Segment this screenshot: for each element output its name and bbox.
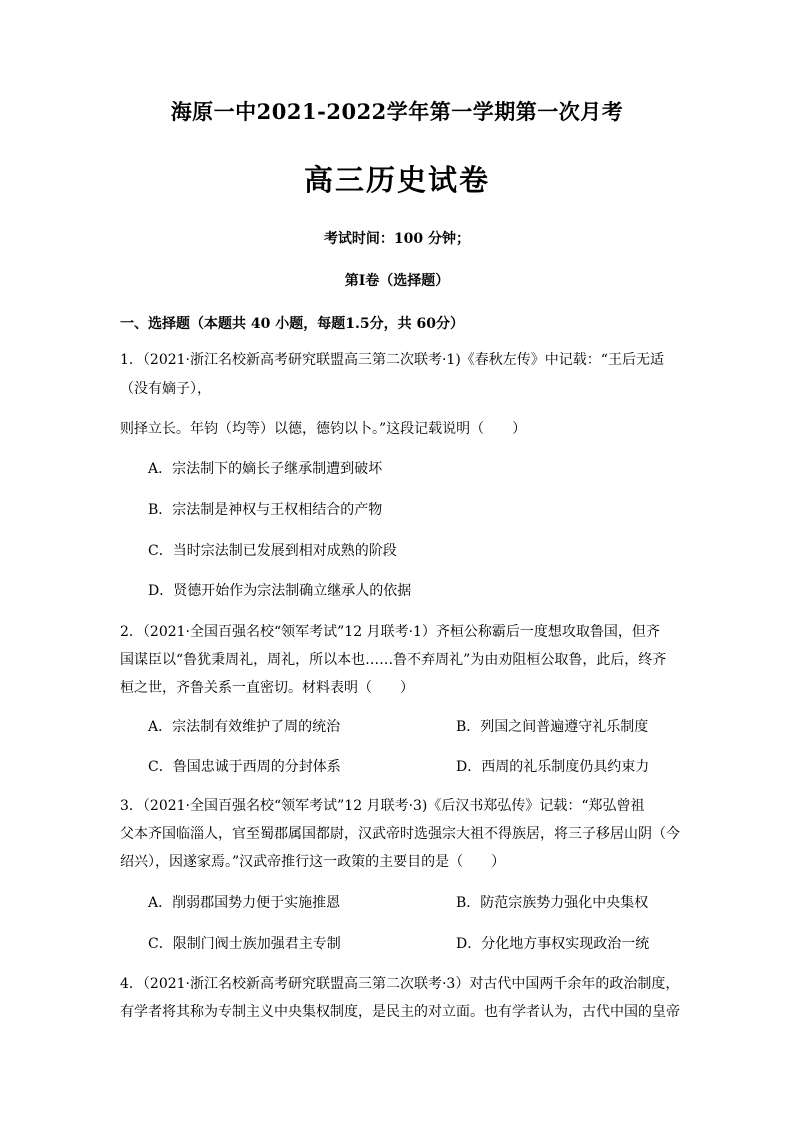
question-1-option-d[interactable]: D．贤德开始作为宗法制确立继承人的依据 [148,583,412,599]
question-2-option-a[interactable]: A．宗法制有效维护了周的统治 [148,719,341,735]
question-2-line-1: 2．（2021·全国百强名校“领军考试”12 月联考·1）齐桓公称霸后一度想攻取鲁国，但齐 [120,624,660,640]
exam-title: 海原一中2021-2022学年第一学期第一次月考 [170,99,624,124]
question-1-line-2: （没有嫡子）， [120,381,211,397]
question-3-line-3: 绍兴），因遂家焉。”汉武帝推行这一政策的主要目的是（ ） [120,854,506,870]
section-heading: 一、选择题（本题共 40 小题，每题1.5分，共 60分） [120,316,464,332]
question-4-line-2: 有学者将其称为专制主义中央集权制度，是民主的对立面。也有学者认为，古代中国的皇帝 [120,1004,680,1020]
question-2-line-3: 桓之世，齐鲁关系一直密切。材料表明（ ） [120,680,414,696]
question-4-line-1: 4．（2021·浙江名校新高考研究联盟高三第二次联考·3）对古代中国两千余年的政治制度， [120,976,680,992]
question-1-line-3: 则择立长。年钧（均等）以德，德钧以卜。”这段记载说明（ ） [120,421,527,437]
question-2-option-b[interactable]: B．列国之间普遍遵守礼乐制度 [456,719,649,735]
question-2-line-2: 国谋臣以“鲁犹秉周礼，周礼，所以本也……鲁不弃周礼”为由劝阻桓公取鲁，此后，终齐 [120,652,667,668]
question-3-option-d[interactable]: D．分化地方事权实现政治一统 [456,936,650,952]
question-1-option-c[interactable]: C．当时宗法制已发展到相对成熟的阶段 [148,543,397,559]
volume-heading: 第I卷（选择题） [344,273,450,289]
question-3-option-c[interactable]: C．限制门阀士族加强君主专制 [148,936,341,952]
question-2-option-d[interactable]: D．西周的礼乐制度仍具约束力 [456,759,650,775]
question-3-option-a[interactable]: A．削弱郡国势力便于实施推恩 [148,895,341,911]
question-1-line-1: 1．（2021·浙江名校新高考研究联盟高三第二次联考·1)《春秋左传》中记载：“王后无适 [120,352,664,368]
question-1-option-b[interactable]: B．宗法制是神权与王权相结合的产物 [148,502,383,518]
question-3-option-b[interactable]: B．防范宗族势力强化中央集权 [456,895,649,911]
exam-subject-title: 高三历史试卷 [303,163,490,197]
question-1-option-a[interactable]: A．宗法制下的嫡长子继承制遭到破坏 [148,461,383,477]
question-3-line-1: 3．（2021·全国百强名校“领军考试”12 月联考·3)《后汉书郑弘传》记载：“郑弘曾祖 [120,798,645,814]
question-2-option-c[interactable]: C．鲁国忠诚于西周的分封体系 [148,759,341,775]
question-3-line-2: 父本齐国临淄人，官至蜀郡属国都尉，汉武帝时选强宗大祖不得族居，将三子移居山阴（今 [120,826,680,842]
exam-time: 考试时间：100 分钟； [323,231,471,247]
